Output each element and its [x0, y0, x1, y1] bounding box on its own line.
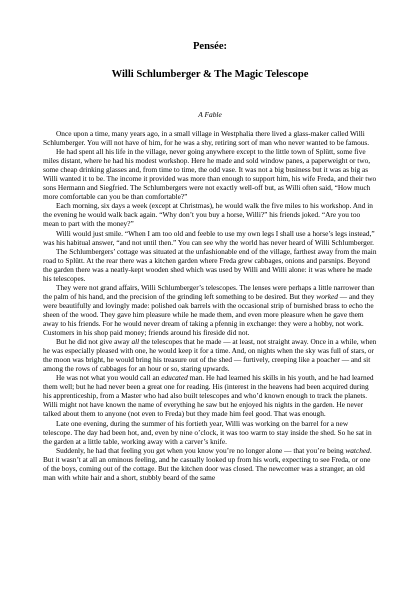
paragraph-text: Once upon a time, many years ago, in a small village in Westphalia there lived a glass-maker called Willi Schlumberger. You will not have of him, for he was a shy, retiring sort of man who never wanted to be famous. [43, 129, 370, 148]
document-body [43, 129, 377, 482]
paragraph-text: He had spent all his life in the village, never going anywhere except to the little town of Splütt, some five miles distant, where he had his modest workshop. Here he made and sold window panes, a paperweight or two, some cheap drinking glasses and, from time to time, the odd vase. It was not a big business but it was as big as Willi wanted it to be. The income it provided was more than enough to support him, his wife Freda, and their two sons Hermann and Siegfried. The Schlumbergers were not exactly well-off but, as Willi often said, “How much more comfortable can you be than comfortable?” [43, 147, 377, 202]
body-paragraph [43, 229, 377, 247]
document-kicker: Pensée: [192, 41, 228, 52]
paragraph-text: But he did not give away [56, 337, 132, 347]
body-paragraph [43, 247, 377, 283]
body-paragraph [43, 201, 377, 228]
document-title: Willi Schlumberger & The Magic Telescope [111, 69, 309, 80]
body-paragraph [43, 147, 377, 201]
body-paragraph [43, 129, 377, 147]
body-paragraph [43, 283, 377, 337]
emphasized-text: educated [161, 373, 188, 383]
paragraph-text: Late one evening, during the summer of his fortieth year, Willi was working on the barrel for a new telescope. The day had been hot, and, even by nine o’clock, it was too warm to stay inside the shed. So he sat in the garden at a little table, working away with a carver’s knife. [43, 418, 372, 446]
paragraph-text: Willi would just smile. “When I am too old and feeble to use my own legs I shall use a horse’s legs instead,” was his habitual answer, “and not until then.” You can see why the world has never heard of Willi Schlumberger. [43, 228, 375, 247]
paragraph-text: He was not what you would call an [56, 373, 162, 383]
paragraph-text: Each morning, six days a week (except at Christmas), he would walk the five miles to his workshop. And in the evening he would walk back again. “Why don’t you buy a horse, Willi?” his friends joked. “Are you too mean to part with the money?” [43, 201, 373, 229]
paragraph-text: They were not grand affairs, Willi Schlumberger’s telescopes. The lenses were perhaps a little narrower than the palm of his hand, and the precision of the grinding left something to be desired. But they [43, 282, 375, 301]
emphasized-text: worked [316, 291, 338, 301]
body-paragraph [43, 446, 377, 482]
paragraph-text: The Schlumbergers’ cottage was situated at the unfashionable end of the village, farthest away from the main road to Splütt. At the rear there was a kitchen garden where Freda grew cabbages, onions and parsnips. Beyond the garden there was a neatly-kept wooden shed which was used by Willi and Willi alone: it was where he made his telescopes. [43, 246, 377, 283]
paragraph-text: . But it wasn’t at all an ominous feeling, and he casually looked up from his work, expecting to see Freda, or one of the boys, coming out of the cottage. But the kitchen door was closed. The newcomer was a stranger, an old man with white hair and a short, stubbly beard of the same [43, 445, 372, 482]
emphasized-text: all [131, 337, 140, 347]
paragraph-text: — and they were beautifully and lovingly made: polished oak barrels with the occasional strip of burnished brass to echo the sheen of the wood. They gave him pleasure while he made them, and even more pleasure when he gave them away to his friends. For he would never dream of taking a pfennig in exchange: they were a hobby, not work. Customers in his shop paid money; friends around his fireside did not. [43, 291, 375, 338]
paragraph-text: man. He had learned his skills in his youth, and he had learned them well; but he had never been a great one for reading. His (interest in the heavens had been acquired during his apprenticeship, from a Master who had also built telescopes and who’d known enough to track the planets. Willi might not have known the name of everything he saw but he enjoyed his nights in the garden. He never talked about them to anyone (not even to Freda) but they made him feel good. That was enough. [43, 373, 374, 419]
body-paragraph [43, 337, 377, 373]
document-subtitle: A Fable [198, 110, 222, 119]
emphasized-text: watched [345, 445, 370, 455]
paragraph-text: the telescopes that he made — at least, not straight away. Once in a while, when he was especially pleased with one, he would keep it for a time. And, on nights when the sky was full of stars, or the moon was bright, he would bring his treasure out of the shed — furtively, creeping like a poacher — and sit among the rows of cabbages for an hour or so, staring upwards. [43, 337, 377, 374]
paragraph-text: Suddenly, he had that feeling you get when you know you’re no longer alone — that you’re being [56, 445, 346, 455]
body-paragraph [43, 373, 377, 418]
body-paragraph [43, 419, 377, 446]
